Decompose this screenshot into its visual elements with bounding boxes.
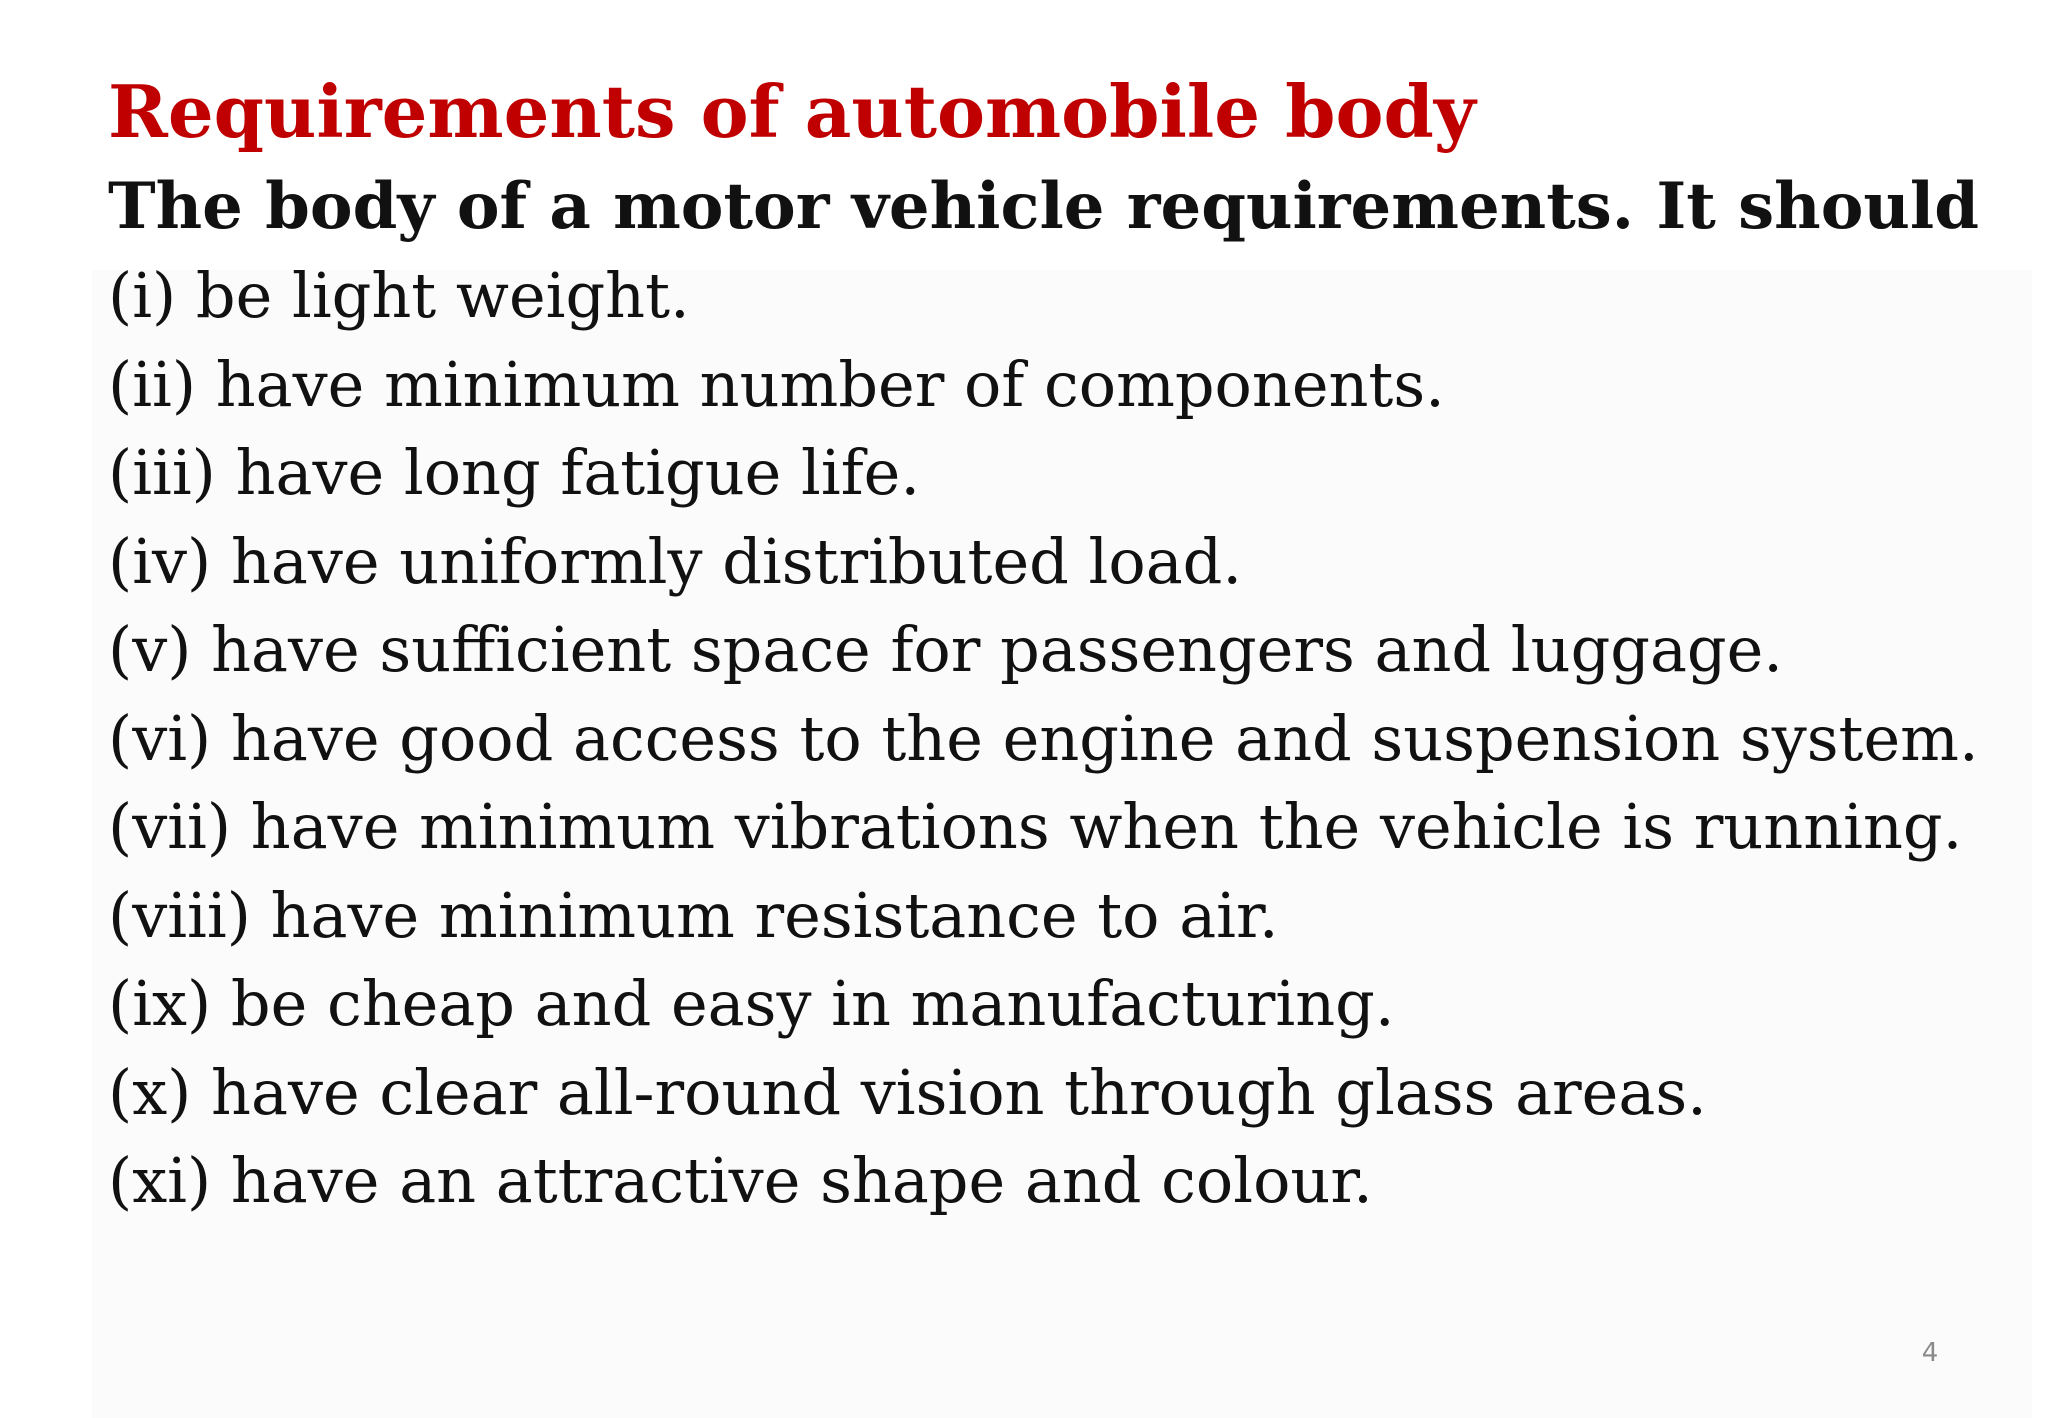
requirement-item: (i) be light weight. bbox=[108, 259, 690, 332]
requirement-item: (vii) have minimum vibrations when the vehicle is running. bbox=[108, 790, 1963, 863]
requirements-list bbox=[108, 252, 1988, 1226]
requirement-item: (xi) have an attractive shape and colour. bbox=[108, 1144, 1373, 1217]
requirement-item: (ii) have minimum number of components. bbox=[108, 347, 1445, 421]
requirement-item: (ix) be cheap and easy in manufacturing. bbox=[108, 967, 1395, 1040]
slide-content bbox=[108, 62, 1988, 1226]
page-number: 4 bbox=[1921, 1338, 1939, 1368]
requirement-item: (x) have clear all-round vision through glass areas. bbox=[108, 1055, 1707, 1129]
requirement-item: (v) have sufficient space for passengers and luggage. bbox=[108, 613, 1783, 686]
requirement-item: (viii) have minimum resistance to air. bbox=[108, 878, 1279, 952]
requirement-item: (iii) have long fatigue life. bbox=[108, 436, 921, 509]
requirement-item: (iv) have uniformly distributed load. bbox=[108, 524, 1243, 598]
requirement-item: (vi) have good access to the engine and suspension system. bbox=[108, 701, 1979, 775]
slide-subtitle: The body of a motor vehicle requirements. It should bbox=[108, 169, 1979, 244]
slide-title: Requirements of automobile body bbox=[108, 69, 1476, 154]
